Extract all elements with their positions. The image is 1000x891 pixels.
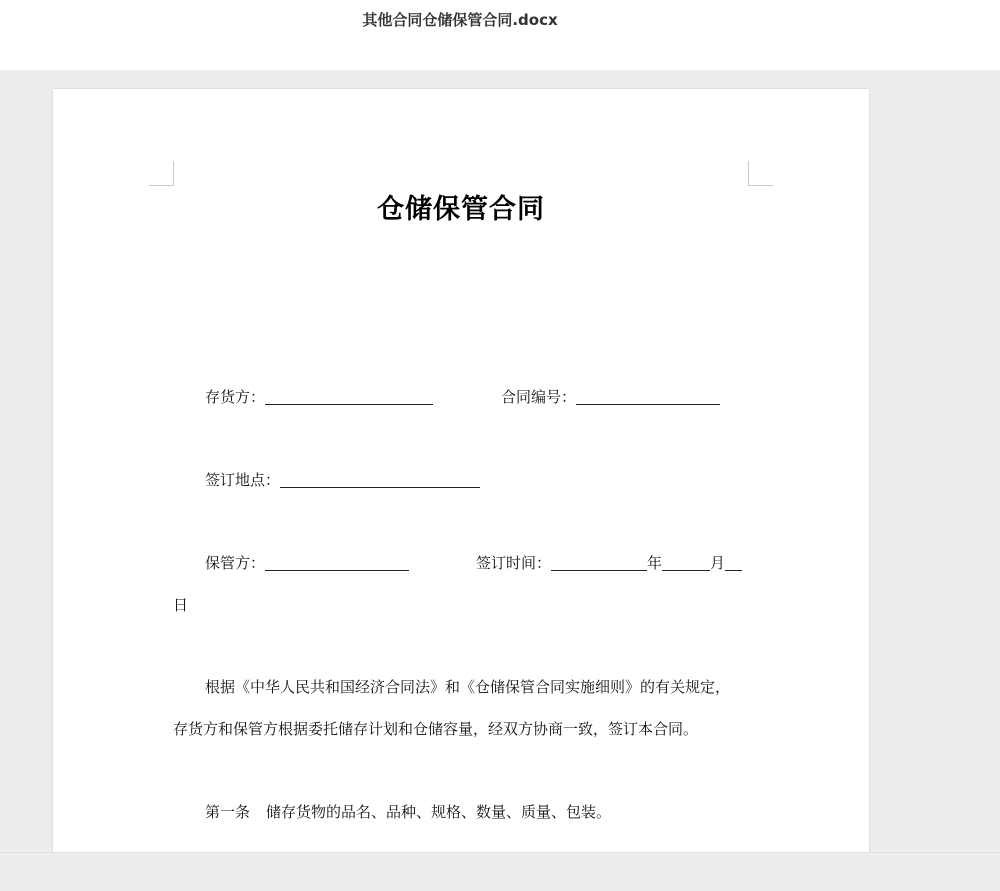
document-viewport[interactable] — [0, 70, 1000, 852]
sign-place-blank — [280, 473, 480, 488]
month-label: 月 — [710, 554, 726, 572]
paragraph-line-2: 存货方和保管方根据委托储存计划和仓储容量，经双方协商一致，签订本合同。 — [173, 720, 699, 738]
sign-time-label: 签订时间： — [476, 554, 552, 572]
document-page — [53, 89, 869, 852]
year-label: 年 — [647, 554, 663, 572]
sign-time-line — [476, 553, 742, 573]
depositor-line — [205, 387, 433, 407]
contract-no-label: 合同编号： — [501, 388, 577, 406]
depositor-blank — [265, 390, 433, 405]
contract-title: 仓储保管合同 — [377, 194, 545, 225]
day-line — [173, 595, 188, 615]
day-blank — [725, 556, 742, 571]
bottom-bar — [0, 852, 1000, 891]
document-file-name: 其他合同仓储保管合同.docx — [362, 11, 558, 29]
custodian-line — [205, 553, 409, 573]
contract-no-line — [501, 387, 720, 407]
day-label: 日 — [173, 596, 189, 614]
depositor-label: 存货方： — [205, 388, 266, 406]
margin-corner-top-left — [149, 161, 174, 186]
month-blank — [662, 556, 710, 571]
custodian-label: 保管方： — [205, 554, 266, 572]
title-bar — [0, 0, 1000, 70]
margin-corner-top-right — [748, 161, 773, 186]
year-blank — [551, 556, 647, 571]
article-1 — [205, 802, 611, 822]
sign-place-label: 签订地点： — [205, 471, 281, 489]
sign-place-line — [205, 470, 480, 490]
article-1-text: 储存货物的品名、品种、规格、数量、质量、包装。 — [266, 803, 612, 821]
paragraph-line-1: 根据《中华人民共和国经济合同法》和《仓储保管合同实施细则》的有关规定， — [205, 678, 731, 696]
custodian-blank — [265, 556, 409, 571]
article-1-number: 第一条 — [205, 803, 251, 821]
contract-no-blank — [576, 390, 720, 405]
